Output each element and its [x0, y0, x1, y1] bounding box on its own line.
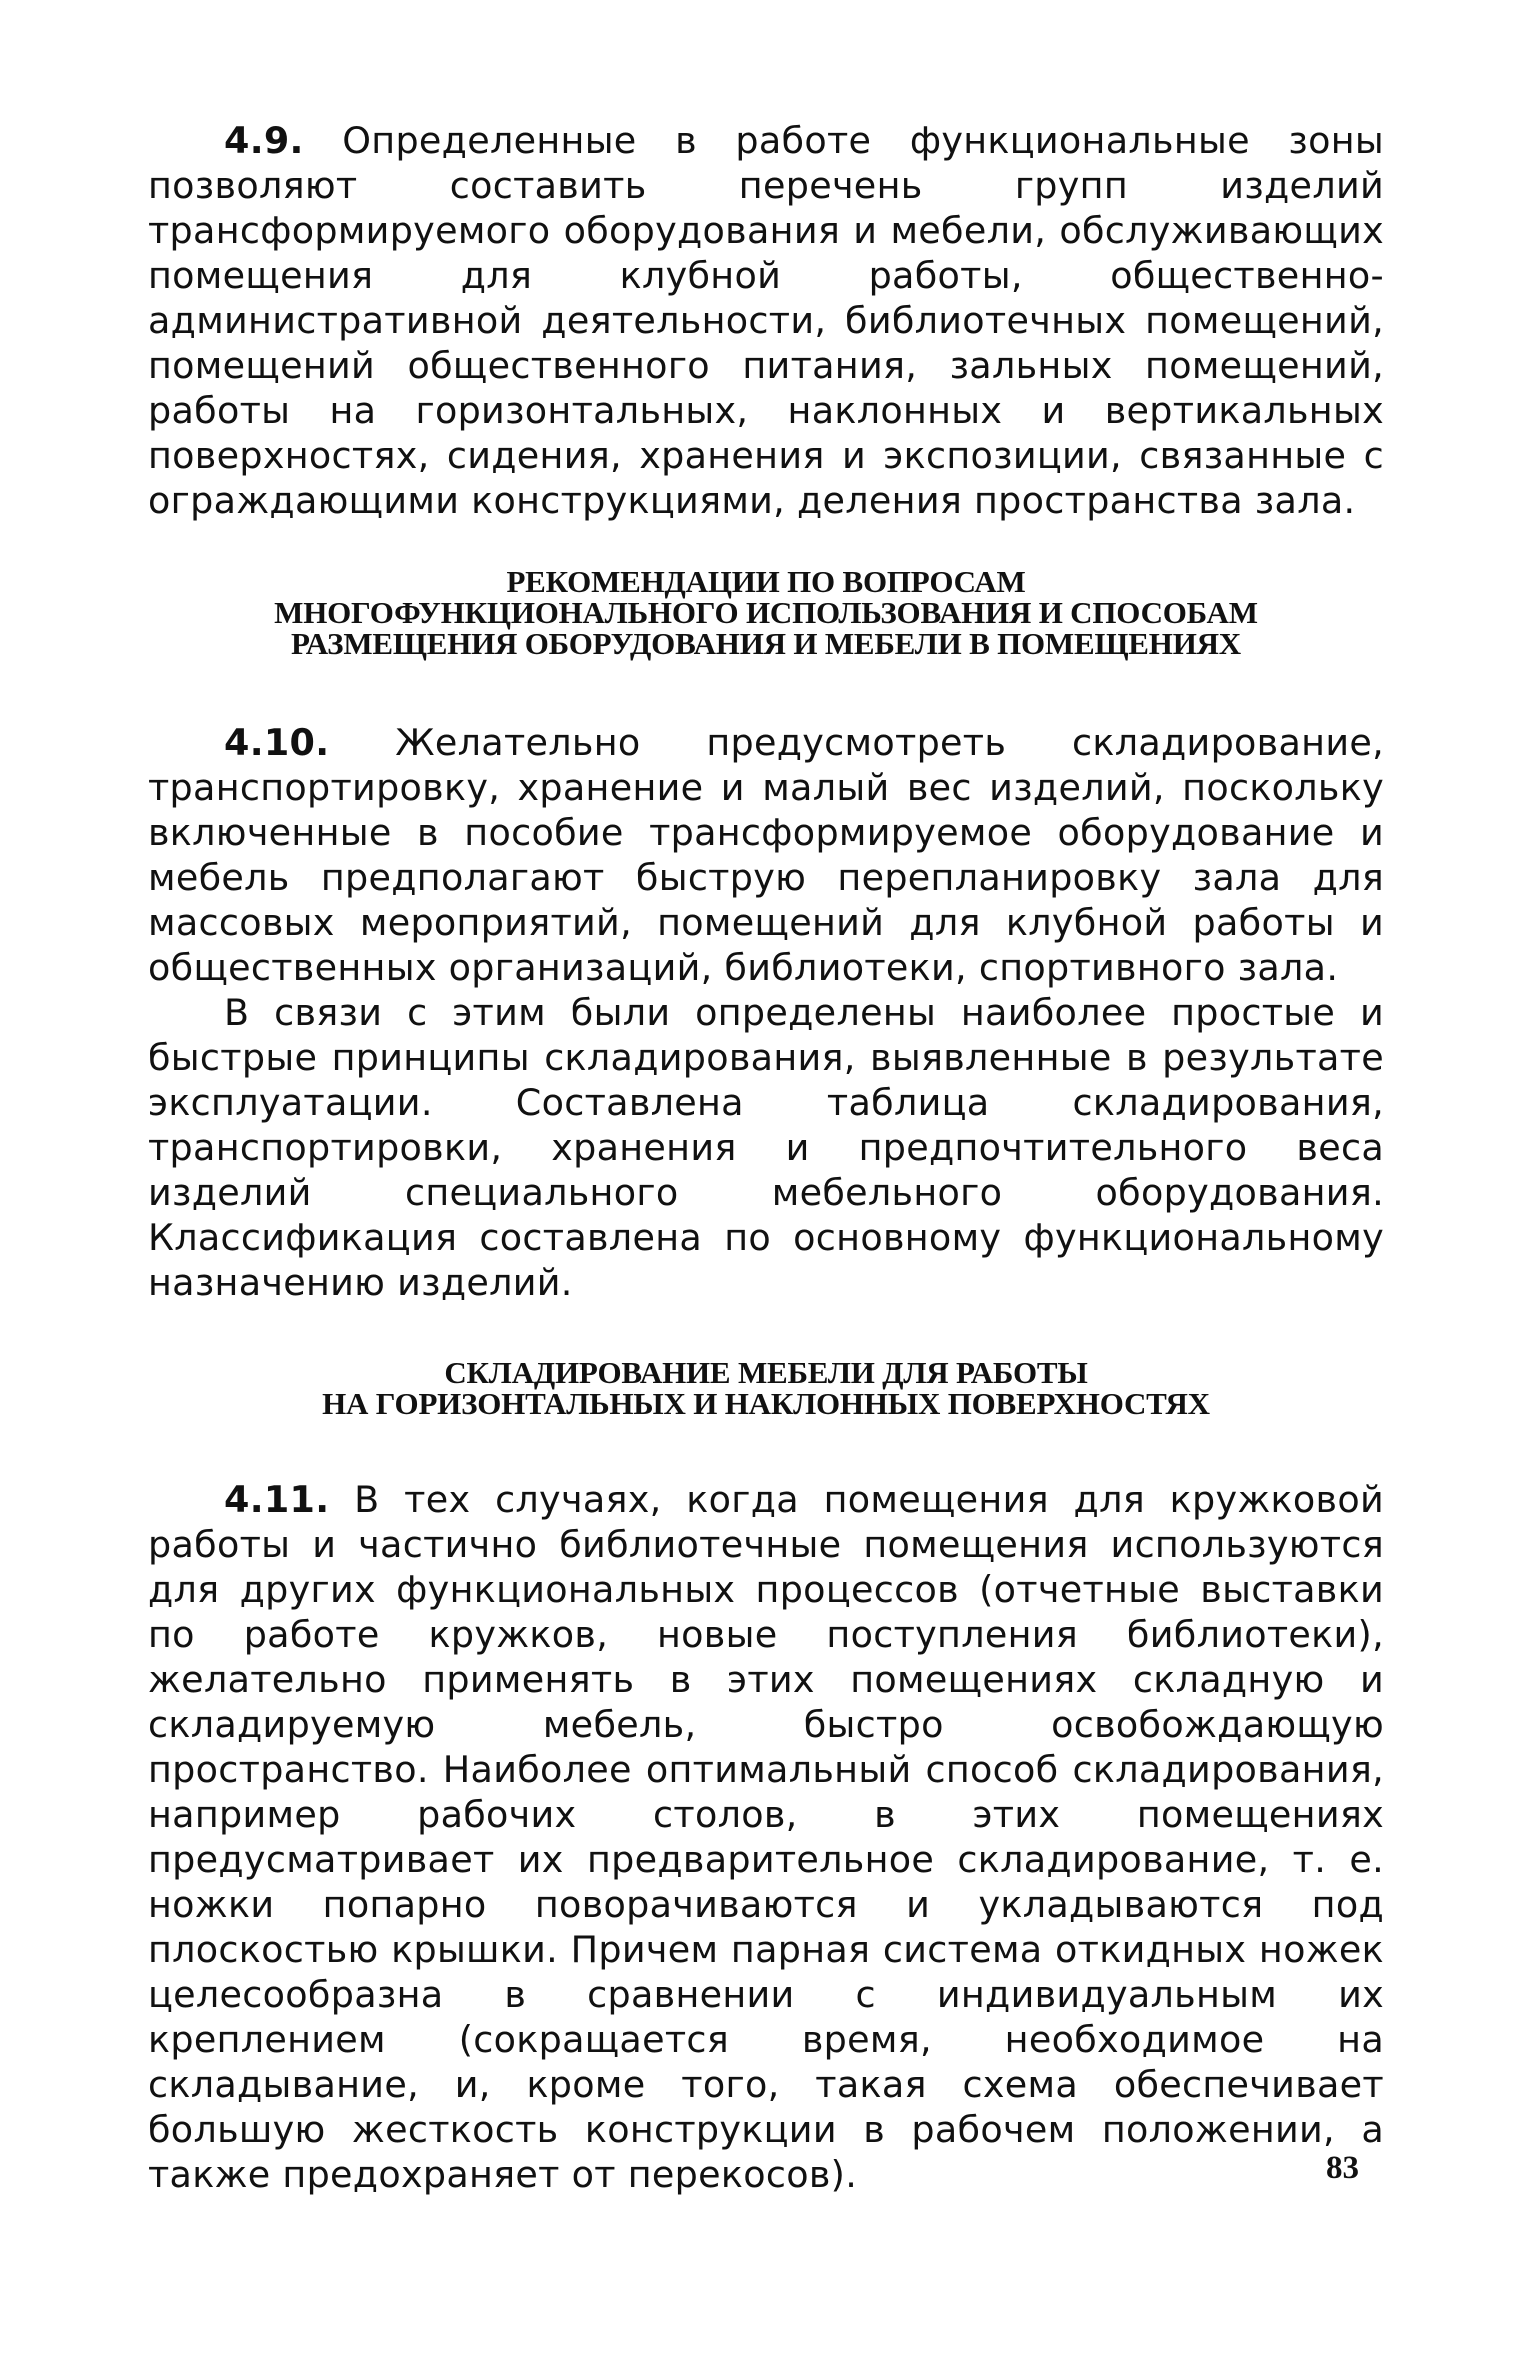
paragraph-4-10-continued [148, 990, 1384, 1305]
paragraph-4-11 [148, 1477, 1384, 2197]
heading-line: РЕКОМЕНДАЦИИ ПО ВОПРОСАМ [506, 564, 1026, 599]
paragraph-body: В тех случаях, когда помещения для кружковой работы и частично библиотечные помещения используются для других функциональных процессов (отчетные выставки по работе кружков, новые поступления библиотеки), желательно применять в этих помещениях складную и складируемую мебель, быстро освобождающую пространство. Наиболее оптимальный способ складирования, например рабочих столов, в этих помещениях предусматривает их предварительное складирование, т. е. ножки попарно поворачиваются и укладываются под плоскостью крышки. Причем парная система откидных ножек целесообразна в сравнении с индивидуальным их креплением (сокращается время, необходимое на складывание, и, кроме того, такая схема обеспечивает большую жесткость конструкции в рабочем положении, а также предохраняет от перекосов). [148, 1478, 1384, 2196]
paragraph-text [148, 1477, 1384, 2197]
section-heading-recommendations [148, 566, 1384, 659]
page-number: 83 [1326, 2150, 1359, 2186]
section-heading-storage [148, 1357, 1384, 1419]
paragraph-text: В связи с этим были определены наиболее простые и быстрые принципы складирования, выявленные в результате эксплуатации. Составлена таблица складирования, транспортировки, хранения и предпочтительного веса изделий специального мебельного оборудования. Классификация составлена по основному функциональному назначению изделий. [148, 991, 1384, 1304]
paragraph-number: 4.9. [224, 119, 304, 162]
paragraph-4-10 [148, 720, 1384, 990]
heading-line: МНОГОФУНКЦИОНАЛЬНОГО ИСПОЛЬЗОВАНИЯ И СПОСОБАМ [274, 595, 1258, 630]
paragraph-4-9 [148, 118, 1384, 523]
heading-line: СКЛАДИРОВАНИЕ МЕБЕЛИ ДЛЯ РАБОТЫ [444, 1355, 1088, 1390]
paragraph-text [148, 118, 1384, 523]
paragraph-body: Определенные в работе функциональные зоны позволяют составить перечень групп изделий трансформируемого оборудования и мебели, обслуживающих помещения для клубной работы, общественно-административной деятельности, библиотечных помещений, помещений общественного питания, зальных помещений, работы на горизонтальных, наклонных и вертикальных поверхностях, сидения, хранения и экспозиции, связанные с ограждающими конструкциями, деления пространства зала. [148, 119, 1385, 522]
paragraph-text [148, 720, 1384, 990]
paragraph-number: 4.10. [224, 721, 330, 764]
section-heading [148, 1357, 1384, 1419]
heading-line: НА ГОРИЗОНТАЛЬНЫХ И НАКЛОННЫХ ПОВЕРХНОСТЯХ [322, 1386, 1210, 1421]
paragraph-number: 4.11. [224, 1478, 330, 1521]
section-heading [148, 566, 1384, 659]
paragraph-body: Желательно предусмотреть складирование, транспортировку, хранение и малый вес изделий, поскольку включенные в пособие трансформируемое оборудование и мебель предполагают быструю перепланировку зала для массовых мероприятий, помещений для клубной работы и общественных организаций, библиотеки, спортивного зала. [148, 721, 1385, 989]
heading-line: РАЗМЕЩЕНИЯ ОБОРУДОВАНИЯ И МЕБЕЛИ В ПОМЕЩЕНИЯХ [290, 626, 1241, 661]
